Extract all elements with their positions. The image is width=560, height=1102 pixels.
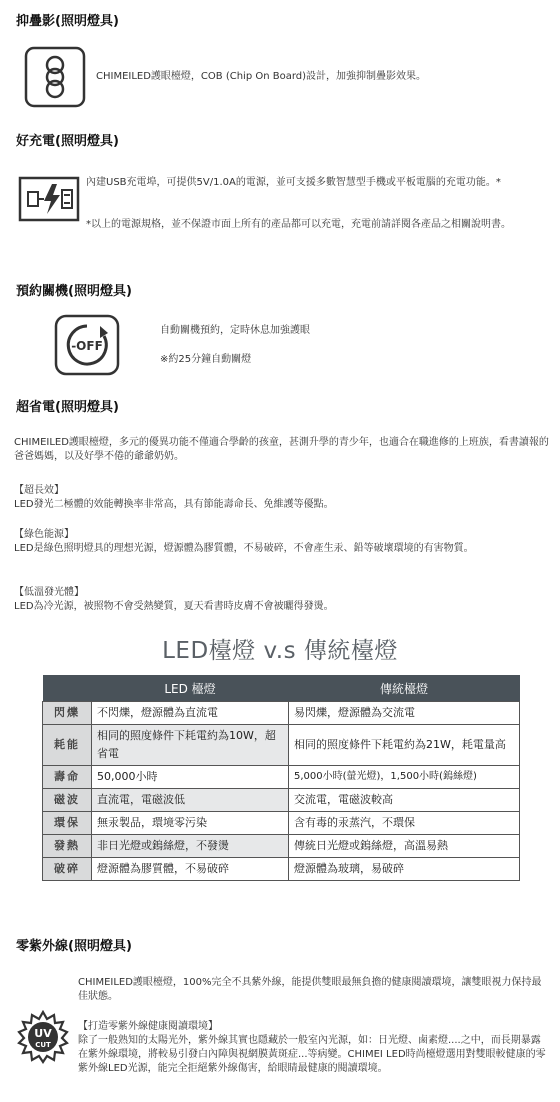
uv-cut-icon [16, 1010, 70, 1068]
rings-icon [24, 46, 86, 112]
uv-body: 除了一般熟知的太陽光外，紫外線其實也隱藏於一般室內光源，如：日光燈、鹵素燈....之中，而長期暴露在紫外線環境，將較易引發白內障與視網膜黃斑症...等病變。CHIMEI LED時尚檯燈選用對雙眼較健康的零紫外線LED光源，能完全拒絕紫外線傷害，給眼睛最健康的閱讀環境。 [78, 1035, 546, 1074]
uv-intro: CHIMEILED護眼檯燈，100%完全不具紫外線，能提供雙眼最無負擔的健康閱讀環境，讓雙眼視力保持最佳狀態。 [78, 977, 542, 1002]
row-key: 環保 [43, 812, 92, 835]
timer-text-1: 自動關機預約，定時休息加強護眼 [160, 325, 310, 336]
section-title-anti-shadow: 抑疊影(照明燈具) [16, 14, 119, 29]
table-row [43, 789, 520, 812]
uv-icon-bottom: CUT [35, 1041, 51, 1049]
row-key: 發熱 [43, 835, 92, 858]
compare-header-traditional: 傳統檯燈 [289, 675, 520, 702]
table-row [43, 766, 520, 789]
compare-title: LED檯燈 v.s 傳統檯燈 [162, 638, 398, 664]
compare-table [42, 675, 520, 881]
uv-head: 【打造零紫外線健康閱讀環境】 [78, 1021, 218, 1032]
timer-off-label: -OFF [71, 339, 103, 353]
charging-text-2: *以上的電源規格，並不保證市面上所有的產品都可以充電，充電前請詳閱各產品之相關說明書。 [86, 219, 511, 230]
row-led: 不閃爍，燈源體為直流電 [92, 702, 289, 725]
row-led: 50,000小時 [92, 766, 289, 789]
compare-header-led: LED 檯燈 [92, 675, 289, 702]
row-led: 直流電，電磁波低 [92, 789, 289, 812]
saving-item-head: 【低溫發光體】 [14, 587, 84, 598]
row-traditional: 傳統日光燈或鎢絲燈，高溫易熱 [289, 835, 520, 858]
row-traditional: 含有毒的汞蒸汽，不環保 [289, 812, 520, 835]
row-led: 燈源體為膠質體，不易破碎 [92, 858, 289, 881]
row-key: 磁波 [43, 789, 92, 812]
table-row [43, 725, 520, 766]
row-traditional: 燈源體為玻璃，易破碎 [289, 858, 520, 881]
row-led: 非日光燈或鎢絲燈，不發燙 [92, 835, 289, 858]
usb-charge-icon [18, 176, 80, 226]
table-row [43, 812, 520, 835]
section-title-uv: 零紫外線(照明燈具) [16, 939, 132, 954]
row-key: 壽命 [43, 766, 92, 789]
saving-item-body: LED是綠色照明燈具的理想光源，燈源體為膠質體，不易破碎，不會產生汞、鉛等破壞環境的有害物質。 [14, 543, 474, 554]
section-title-timer: 預約關機(照明燈具) [16, 284, 132, 299]
saving-intro: CHIMEILED護眼檯燈，多元的優異功能不僅適合學齡的孩童，甚測升學的青少年，也適合在職進修的上班族，看書讀報的爸爸媽媽，以及好學不倦的爺爺奶奶。 [14, 437, 549, 462]
saving-item-head: 【綠色能源】 [14, 529, 74, 540]
uv-icon-top: UV [34, 1027, 52, 1040]
table-row [43, 702, 520, 725]
row-traditional: 5,000小時(螢光燈)，1,500小時(鎢絲燈) [289, 766, 520, 789]
row-traditional: 交流電，電磁波較高 [289, 789, 520, 812]
anti-shadow-text: CHIMEILED護眼檯燈，COB (Chip On Board)設計，加強抑制疊影效果。 [96, 71, 427, 82]
table-row [43, 858, 520, 881]
saving-item-body: LED發光二極體的效能轉換率非常高，具有節能壽命長、免維護等優點。 [14, 499, 334, 510]
row-key: 破碎 [43, 858, 92, 881]
row-traditional: 易閃爍，燈源體為交流電 [289, 702, 520, 725]
saving-item-body: LED為冷光源，被照物不會受熱變質，夏天看書時皮膚不會被曬得發燙。 [14, 601, 334, 612]
row-led: 相同的照度條件下耗電約為10W，超省電 [92, 725, 289, 766]
compare-header-blank [43, 675, 92, 702]
timer-off-icon [54, 314, 120, 380]
row-key: 閃爍 [43, 702, 92, 725]
row-traditional: 相同的照度條件下耗電約為21W，耗電量高 [289, 725, 520, 766]
section-title-saving: 超省電(照明燈具) [16, 400, 119, 415]
charging-text-1: 內建USB充電埠，可提供5V/1.0A的電源，並可支援多數智慧型手機或平板電腦的充電功能。* [86, 177, 501, 188]
table-row [43, 835, 520, 858]
row-led: 無汞製品，環境零污染 [92, 812, 289, 835]
timer-text-2: ※約25分鐘自動關燈 [160, 354, 252, 365]
saving-item-head: 【超長效】 [14, 485, 64, 496]
section-title-charging: 好充電(照明燈具) [16, 134, 119, 149]
row-key: 耗能 [43, 725, 92, 766]
